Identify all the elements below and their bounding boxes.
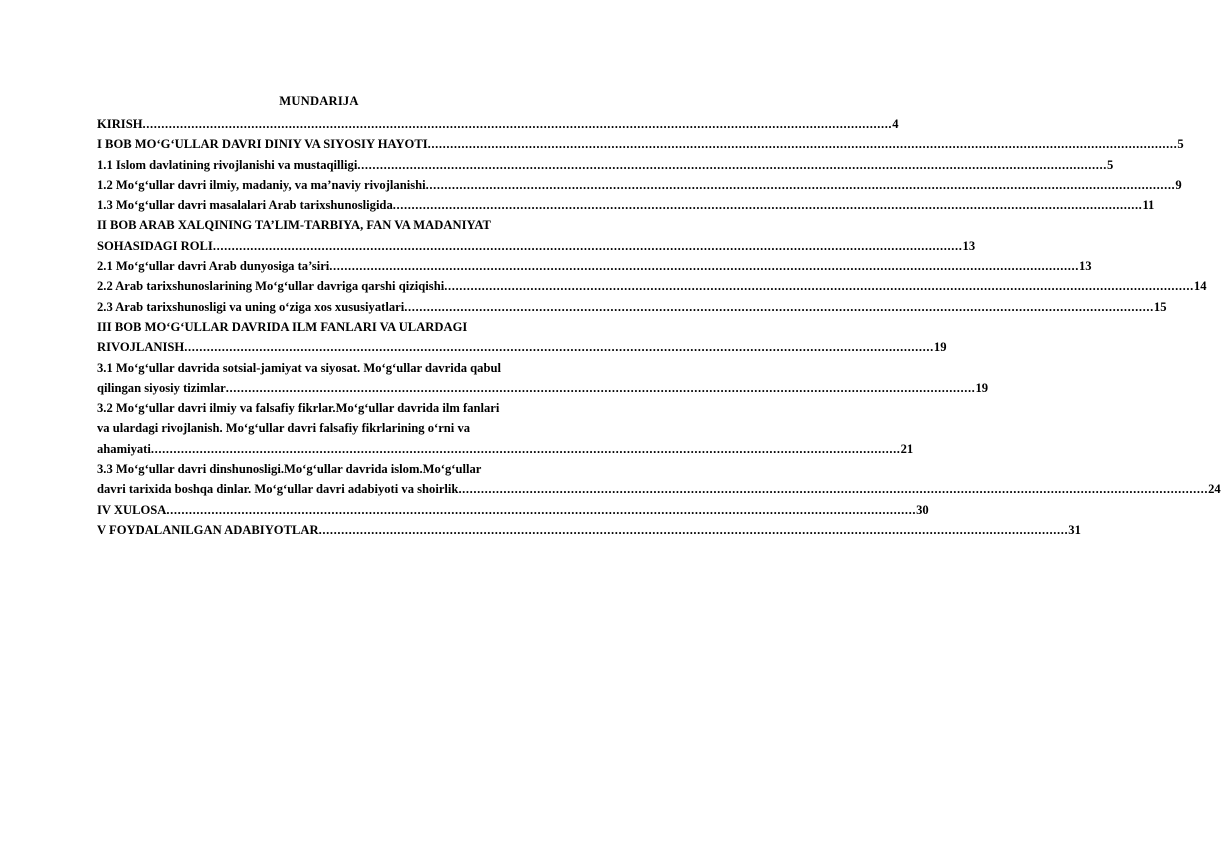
toc-entry-last-line — [97, 439, 914, 459]
toc-entry-text-line: IV XULOSA — [97, 502, 167, 517]
dot-leader: ........................................................................................................................................................................................................ — [184, 340, 934, 355]
toc-entry[interactable] — [97, 459, 1221, 500]
toc-entry-text-line: II BOB ARAB XALQINING TA’LIM-TARBIYA, FAN VA MADANIYAT — [97, 218, 491, 233]
toc-entry-text-line: ahamiyati — [97, 441, 151, 456]
dot-leader: ........................................................................................................................................................................................................ — [142, 117, 893, 131]
dot-leader: ........................................................................................................................................................................................................ — [150, 441, 901, 456]
toc-entry-text-line: va ulardagi rivojlanish. Mo‘g‘ullar davri falsafiy fikrlarining o‘rni va — [97, 421, 471, 436]
toc-page-number: 15 — [1153, 299, 1167, 314]
toc-entry-text-line: III BOB MO‘G‘ULLAR DAVRIDA ILM FANLARI VA ULARDAGI — [97, 319, 468, 334]
dot-leader: ........................................................................................................................................................................................................ — [404, 299, 1154, 314]
dot-leader: ........................................................................................................................................................................................................ — [427, 137, 1178, 152]
toc-page-number: 30 — [916, 502, 929, 517]
toc-entry-last-line — [97, 114, 899, 134]
toc-entry-last-line — [97, 175, 1182, 195]
toc-entry-text-line: 2.3 Arab tarixshunosligi va uning o‘ziga xos xususiyatlari — [97, 299, 405, 314]
toc-page-number: 24 — [1208, 482, 1221, 497]
toc-page-number: 21 — [900, 441, 914, 456]
toc-entry-text-line: 1.2 Mo‘g‘ullar davri ilmiy, madaniy, va ma’naviy rivojlanishi — [97, 177, 426, 192]
toc-entry[interactable] — [97, 317, 947, 358]
dot-leader: ........................................................................................................................................................................................................ — [425, 177, 1176, 192]
toc-entry-last-line — [97, 337, 947, 357]
toc-entry-last-line — [97, 378, 989, 398]
toc-entry-last-line — [97, 195, 1155, 215]
toc-entry-last-line — [97, 479, 1221, 499]
toc-entry-text-line: 1.1 Islom davlatining rivojlanishi va mustaqilligi — [97, 157, 358, 172]
dot-leader: ........................................................................................................................................................................................................ — [444, 279, 1194, 294]
dot-leader: ........................................................................................................................................................................................................ — [225, 380, 976, 395]
toc-entry-text-line: 1.3 Mo‘g‘ullar davri masalalari Arab tarixshunosligida — [97, 198, 393, 213]
toc-entry-text-line: davri tarixida boshqa dinlar. Mo‘g‘ullar davri adabiyoti va shoirlik — [97, 482, 459, 497]
toc-entry-last-line — [97, 500, 929, 520]
toc-page-number: 5 — [1107, 157, 1114, 172]
toc-entry[interactable] — [97, 175, 1182, 195]
toc-page-number: 14 — [1193, 279, 1207, 294]
toc-entry-text-line: I BOB MO‘G‘ULLAR DAVRI DINIY VA SIYOSIY HAYOTI — [97, 137, 428, 152]
toc-page-number: 31 — [1068, 522, 1081, 537]
toc-entry[interactable] — [97, 114, 899, 134]
toc-page-number: 19 — [975, 380, 989, 395]
dot-leader: ........................................................................................................................................................................................................ — [166, 502, 917, 517]
dot-leader: ........................................................................................................................................................................................................ — [329, 259, 1079, 274]
toc-page-number: 11 — [1142, 198, 1155, 213]
toc-page-number: 13 — [962, 238, 976, 253]
dot-leader: ........................................................................................................................................................................................................ — [212, 238, 963, 253]
toc-entry[interactable] — [97, 297, 1167, 317]
toc-entry-last-line — [97, 236, 976, 256]
dot-leader: ........................................................................................................................................................................................................ — [392, 198, 1143, 213]
table-of-contents — [97, 114, 1221, 540]
toc-page-number: 19 — [933, 340, 947, 355]
toc-entry-last-line — [97, 134, 1184, 154]
toc-entry-last-line — [97, 256, 1092, 276]
toc-entry[interactable] — [97, 195, 1155, 215]
toc-entry[interactable] — [97, 500, 929, 520]
toc-page-number: 4 — [892, 117, 899, 131]
toc-entry-text-line: qilingan siyosiy tizimlar — [97, 380, 226, 395]
toc-entry[interactable] — [97, 520, 1081, 540]
toc-entry-text-line: 3.1 Mo‘g‘ullar davrida sotsial-jamiyat va siyosat. Mo‘g‘ullar davrida qabul — [97, 360, 501, 375]
toc-entry-last-line — [97, 297, 1167, 317]
toc-page-number: 9 — [1175, 177, 1182, 192]
toc-entry-last-line — [97, 520, 1081, 540]
toc-entry-last-line — [97, 155, 1114, 175]
toc-entry-text-line: V FOYDALANILGAN ADABIYOTLAR — [97, 522, 319, 537]
page-title: MUNDARIJA — [279, 94, 359, 108]
toc-entry-text-line: 3.3 Mo‘g‘ullar davri dinshunosligi.Mo‘g‘ullar davrida islom.Mo‘g‘ullar — [97, 462, 482, 477]
toc-page-number: 13 — [1078, 259, 1092, 274]
toc-entry[interactable] — [97, 134, 1184, 154]
toc-entry[interactable] — [97, 215, 976, 256]
toc-entry[interactable] — [97, 155, 1114, 175]
toc-entry-last-line — [97, 276, 1207, 296]
toc-entry[interactable] — [97, 398, 914, 459]
toc-page-number: 5 — [1177, 137, 1184, 152]
toc-entry-text-line: RIVOJLANISH — [97, 340, 185, 355]
toc-entry[interactable] — [97, 256, 1092, 276]
dot-leader: ........................................................................................................................................................................................................ — [458, 482, 1209, 497]
toc-entry-text-line: 2.1 Mo‘g‘ullar davri Arab dunyosiga ta’siri — [97, 259, 330, 274]
toc-entry[interactable] — [97, 358, 989, 399]
toc-entry-text-line: SOHASIDAGI ROLI — [97, 238, 213, 253]
dot-leader: ........................................................................................................................................................................................................ — [318, 522, 1069, 537]
dot-leader: ........................................................................................................................................................................................................ — [357, 157, 1108, 172]
toc-entry-text-line: KIRISH — [97, 117, 143, 131]
toc-entry[interactable] — [97, 276, 1207, 296]
toc-entry-text-line: 2.2 Arab tarixshunoslarining Mo‘g‘ullar davriga qarshi qiziqishi — [97, 279, 445, 294]
toc-entry-text-line: 3.2 Mo‘g‘ullar davri ilmiy va falsafiy fikrlar.Mo‘g‘ullar davrida ilm fanlari — [97, 401, 500, 416]
